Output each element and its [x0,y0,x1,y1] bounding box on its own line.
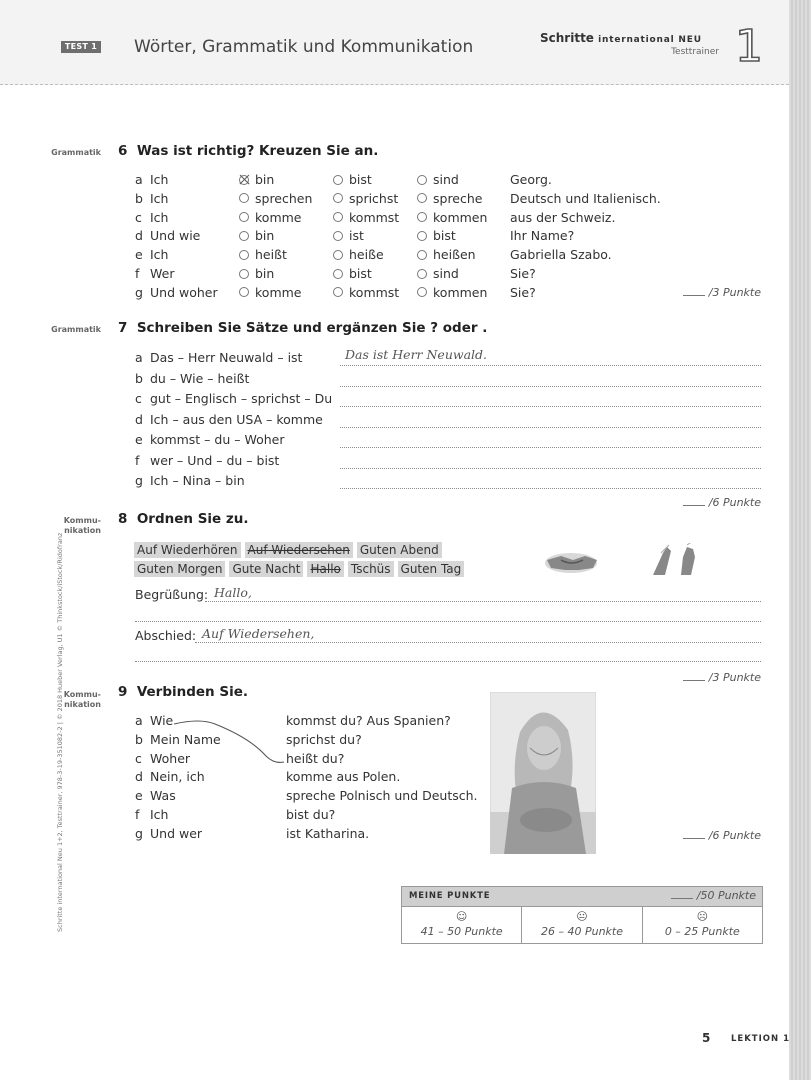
section-label-line1: Kommu- [63,690,101,699]
exercise-number: 7 [118,320,128,336]
sentence-words: du – Wie – heißt [150,370,250,386]
copyright-credit: Schritte international Neu 1+2, Testtrainer, 978-3-19-351082-2 | © 2018 Hueber Verlag, U1 © Thinkstock/iStock/Ridofranz [56,532,64,932]
radio-button[interactable] [333,250,343,260]
section-label-communication [47,516,101,536]
score-total-label: /50 Punkte [696,889,756,902]
radio-button[interactable] [417,250,427,260]
row-letter: b [135,731,143,747]
score-range: 41 – 50 Punkte [420,925,503,938]
points-blank[interactable] [683,680,705,681]
radio-button[interactable] [333,193,343,203]
radio-button[interactable] [417,212,427,222]
answer-option[interactable] [417,228,456,243]
row-ending: Sie? [510,266,536,281]
word-bank-row-1 [134,539,446,558]
points-blank[interactable] [683,838,705,839]
score-total [671,889,756,902]
match-left-item[interactable]: Was [150,788,176,804]
farewell-answer[interactable]: Auf Wiedersehen, [202,626,315,641]
row-letter: g [135,284,143,300]
radio-button[interactable] [333,231,343,241]
handshake-illustration [543,546,599,576]
match-right-item[interactable]: kommst du? Aus Spanien? [286,713,451,728]
score-cell-medium [522,907,642,943]
match-right-item[interactable]: bist du? [286,807,336,822]
row-letter: d [135,228,143,244]
answer-option[interactable] [239,228,274,243]
exercise-9-title [118,684,248,700]
row-letter: a [135,172,143,187]
option-label: sind [433,172,459,187]
row-letter: a [135,350,143,365]
row-ending: Ihr Name? [510,228,575,244]
farewell-label: Abschied: [135,628,197,643]
answer-option[interactable] [239,247,287,262]
sentence-words: Das – Herr Neuwald – ist [150,350,303,365]
exercise-6-title [118,143,378,159]
section-label-grammar: Grammatik [51,148,101,157]
word-chip: Guten Tag [398,561,465,577]
row-subject: Ich [150,247,169,263]
answer-option[interactable] [417,191,483,206]
radio-button[interactable] [239,193,249,203]
woman-photo [490,692,596,854]
option-label: bist [349,172,372,187]
answer-option[interactable] [333,266,372,281]
row-ending: Deutsch und Italienisch. [510,190,661,206]
radio-button[interactable] [239,269,249,279]
sentence-words: kommst – du – Woher [150,432,285,447]
exercise-7-title [118,320,487,336]
sentence-words: gut – Englisch – sprichst – Du [150,391,333,406]
points-blank[interactable] [683,505,705,506]
exercise-number: 8 [118,511,128,527]
checked-radio[interactable] [239,175,249,185]
option-label: spreche [433,190,483,206]
exercise-instruction: Was ist richtig? Kreuzen Sie an. [136,143,379,159]
word-chip: Auf Wiedersehen [245,542,353,558]
row-letter: f [135,807,140,822]
lesson-number: 1 [735,21,763,72]
row-subject: Ich [150,172,169,187]
row-letter: g [135,825,143,841]
row-letter: b [135,370,143,386]
score-table-header [402,887,762,907]
lesson-label: LEKTION 1 [731,1034,790,1044]
score-cell-good [402,907,522,943]
option-label: heißen [433,247,476,263]
match-right-item[interactable]: heißt du? [286,750,345,766]
option-label: bin [255,266,275,281]
answer-line[interactable] [340,386,761,387]
greeting-line-2[interactable] [135,621,761,622]
option-label: komme [255,284,302,300]
exercise-instruction: Verbinden Sie. [136,684,249,700]
greeting-answer[interactable]: Hallo, [214,585,252,600]
option-label: sind [433,266,459,281]
row-ending: Sie? [510,284,536,300]
points-field [640,829,761,842]
section-label-line1: Kommu- [63,516,101,525]
radio-button[interactable] [417,231,427,241]
radio-button[interactable] [333,269,343,279]
radio-button[interactable] [417,175,427,185]
exercise-instruction: Schreiben Sie Sätze und ergänzen Sie ? oder . [136,320,488,336]
match-right-item[interactable]: komme aus Polen. [286,769,401,785]
answer-line[interactable] [340,468,761,469]
option-label: kommst [349,209,400,225]
answer-line[interactable] [340,447,761,448]
match-left-item[interactable]: Nein, ich [150,769,205,785]
row-letter: d [135,411,143,427]
score-label: MEINE PUNKTE [409,891,491,901]
page-number: 5 [702,1031,711,1045]
smiley-happy-icon: ☺ [455,910,468,923]
match-left-item[interactable]: Wie [150,713,174,728]
option-label: komme [255,209,302,225]
test-badge: TEST 1 [61,41,101,53]
option-label: heiße [349,247,384,263]
points-field [640,286,761,299]
smiley-neutral-icon: 😐 [576,910,588,923]
answer-line[interactable] [340,488,761,489]
greeting-label: Begrüßung: [135,587,209,602]
sentence-words: Ich – Nina – bin [150,473,245,488]
row-subject: Ich [150,190,169,206]
match-left-item[interactable]: Ich [150,807,169,822]
radio-button[interactable] [417,193,427,203]
match-right-item[interactable]: spreche Polnisch und Deutsch. [286,788,478,804]
option-label: heißt [255,247,287,263]
points-field [640,496,761,509]
row-letter: a [135,713,143,728]
score-table [401,886,763,944]
radio-button[interactable] [333,212,343,222]
option-label: bin [255,172,275,187]
row-letter: b [135,190,143,206]
match-left-item[interactable]: Mein Name [150,731,221,747]
answer-option[interactable] [417,266,459,281]
radio-button[interactable] [333,287,343,297]
option-label: sprichst [349,190,399,206]
score-cell-low [643,907,762,943]
points-blank[interactable] [683,295,705,296]
waving-hands-illustration [647,543,703,577]
row-letter: d [135,769,143,785]
points-field [640,671,761,684]
points-label: /3 Punkte [708,286,761,299]
row-ending: Gabriella Szabo. [510,247,612,263]
farewell-line-2[interactable] [135,661,761,662]
match-right-item[interactable]: ist Katharina. [286,825,370,841]
row-letter: c [135,209,142,225]
sentence-words: wer – Und – du – bist [150,452,280,468]
brand-name: Schritte [540,31,594,45]
word-chip: Gute Nacht [229,561,303,577]
section-label-line2: nikation [64,526,101,535]
row-letter: c [135,750,142,766]
farewell-line[interactable] [195,642,761,643]
match-left-item[interactable]: Und wer [150,825,203,841]
match-right-item[interactable]: sprichst du? [286,731,362,747]
answer-line[interactable] [340,406,761,407]
answer-option[interactable] [333,228,364,243]
option-label: bist [433,228,456,244]
word-chip: Guten Morgen [134,561,225,577]
word-chip: Auf Wiederhören [134,542,241,558]
row-letter: f [135,266,140,281]
exercise-number: 6 [118,143,128,159]
page-title: Wörter, Grammatik und Kommunikation [134,37,474,57]
score-range: 26 – 40 Punkte [540,925,623,938]
option-label: bin [255,228,275,244]
row-subject: Wer [150,266,175,281]
option-label: ist [349,228,364,244]
handwritten-answer[interactable]: Das ist Herr Neuwald. [345,347,488,362]
brand-subtitle: Testtrainer [671,47,719,57]
answer-option[interactable] [239,191,312,206]
section-label-grammar: Grammatik [51,325,101,334]
word-bank-row-2 [134,558,468,577]
answer-option[interactable] [239,285,301,300]
section-label-line2: nikation [64,700,101,709]
answer-line[interactable] [340,365,761,366]
answer-option[interactable] [239,266,274,281]
word-chip: Tschüs [348,561,394,577]
row-letter: e [135,247,143,263]
exercise-number: 9 [118,684,128,700]
answer-option[interactable] [239,210,301,225]
answer-option[interactable] [333,247,384,262]
points-label: /3 Punkte [708,671,761,684]
option-label: kommst [349,284,400,300]
radio-button[interactable] [417,287,427,297]
row-letter: e [135,788,143,804]
option-label: sprechen [255,190,313,206]
option-label: kommen [433,209,488,225]
page-edge-strip [789,0,811,1080]
smiley-sad-icon: ☹ [696,910,709,923]
score-range: 0 – 25 Punkte [664,925,740,938]
answer-option[interactable] [417,247,476,262]
row-letter: e [135,432,143,447]
answer-option[interactable] [417,210,487,225]
radio-button[interactable] [417,269,427,279]
points-label: /6 Punkte [708,496,761,509]
answer-option[interactable] [417,172,459,187]
option-label: bist [349,266,372,281]
row-subject: Und woher [150,284,218,300]
brand-subname: international NEU [598,35,702,45]
section-label-communication [47,690,101,710]
brand-logo [540,31,702,45]
answer-option[interactable] [417,285,487,300]
exercise-8-title [118,511,249,527]
word-chip: Guten Abend [357,542,442,558]
radio-button[interactable] [239,250,249,260]
row-ending: Georg. [510,172,552,187]
exercise-instruction: Ordnen Sie zu. [136,511,249,527]
word-chip: Hallo [307,561,343,577]
option-label: kommen [433,284,488,300]
radio-button[interactable] [239,231,249,241]
radio-button[interactable] [333,175,343,185]
row-ending: aus der Schweiz. [510,209,616,225]
row-subject: Und wie [150,228,201,244]
row-letter: f [135,452,140,468]
answer-option[interactable] [333,172,372,187]
row-letter: g [135,473,143,488]
answer-line[interactable] [340,427,761,428]
answer-option[interactable] [333,285,399,300]
match-left-item[interactable]: Woher [150,750,191,766]
greeting-line[interactable] [205,601,761,602]
answer-option[interactable] [333,191,398,206]
row-letter: c [135,391,142,406]
row-subject: Ich [150,209,169,225]
points-blank[interactable] [671,898,693,899]
answer-option[interactable] [333,210,399,225]
radio-button[interactable] [239,212,249,222]
answer-option[interactable] [239,172,274,187]
radio-button[interactable] [239,287,249,297]
points-label: /6 Punkte [708,829,761,842]
sentence-words: Ich – aus den USA – komme [150,411,323,427]
